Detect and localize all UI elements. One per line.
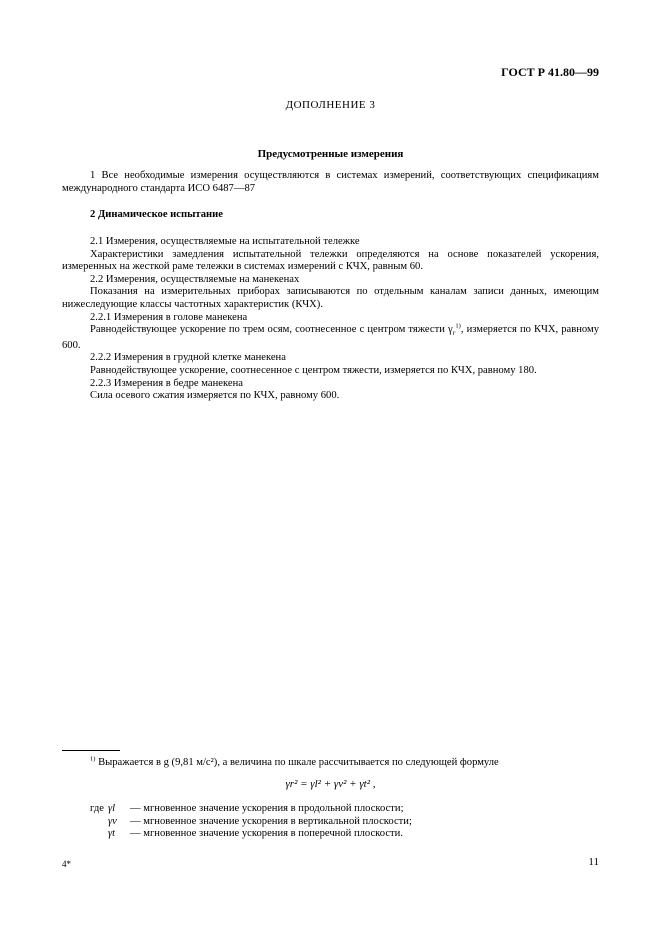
formula-text: γr² = γl² + γv² + γt² , <box>285 778 376 790</box>
clause-2-2-2: 2.2.2 Измерения в грудной клетке манекена <box>90 352 286 364</box>
definition-symbol: γt <box>108 828 116 840</box>
clause-2-1-text: Характеристики замедления испытательной тележки определяются на основе показателей ускорения, измеренных на жесткой раме тележки в системах измерений с КЧХ, равным 60. <box>62 248 599 273</box>
clause-2-2-2-text: Равнодействующее ускорение, соотнесенное с центром тяжести, измеряется по КЧХ, равному 180. <box>90 365 537 377</box>
footnote-divider <box>62 750 120 751</box>
clause-2-2-3-text: Сила осевого сжатия измеряется по КЧХ, равному 600. <box>90 390 340 402</box>
page-number: 11 <box>588 856 599 868</box>
empty-cell <box>90 816 108 829</box>
main-body <box>62 236 599 403</box>
definition-row <box>90 803 412 816</box>
definition-text: — мгновенное значение ускорения в поперечной плоскости. <box>130 828 404 840</box>
definition-row <box>90 828 412 841</box>
footnote-reference[interactable]: 1) <box>455 322 461 330</box>
definition-row <box>90 816 412 829</box>
clause-2-1: 2.1 Измерения, осуществляемые на испытательной тележке <box>90 236 360 247</box>
heading-dynamic-test <box>62 209 599 222</box>
section-title: Предусмотренные измерения <box>257 148 404 160</box>
definitions <box>90 803 412 841</box>
footnote-marker: 1) <box>90 755 96 763</box>
formula <box>0 778 661 791</box>
clause-2-2-1-text <box>62 324 599 352</box>
definition-symbol: γv <box>108 815 117 827</box>
clause-2-2-3: 2.2.3 Измерения в бедре манекена <box>90 377 243 389</box>
paragraph-text: 1 Все необходимые измерения осуществляются в системах измерений, соответствующих спецификациям международного стандарта ИСО 6487—87 <box>62 170 599 194</box>
where-label: где <box>90 803 104 814</box>
definition-text: — мгновенное значение ускорения в продольной плоскости; <box>130 803 404 814</box>
clause-2-2: 2.2 Измерения, осуществляемые на манекенах <box>90 273 300 285</box>
footnote-body: Выражается в g (9,81 м/с²), а величина по шкале рассчитывается по следующей формуле <box>98 757 499 768</box>
appendix-heading: ДОПОЛНЕНИЕ 3 <box>285 99 376 111</box>
definition-text: — мгновенное значение ускорения в вертикальной плоскости; <box>130 815 412 827</box>
clause-text-start: Равнодействующее ускорение по трем осям, соотнесенное с центром тяжести γ <box>90 324 453 336</box>
definition-symbol: γl <box>108 803 116 814</box>
subheading-text: 2 Динамическое испытание <box>90 209 223 220</box>
clause-2-2-1: 2.2.1 Измерения в голове манекена <box>90 311 248 323</box>
gamma-subscript: r <box>452 329 456 338</box>
clause-2-2-text: Показания на измерительных приборах записываются по отдельным каналам записи данных, имеющим нижеследующие классы частотных характеристик (КЧХ). <box>62 286 599 310</box>
footnote-text <box>62 757 599 770</box>
clause-text-end: , измеряется по КЧХ, равному 600. <box>62 324 600 351</box>
empty-cell <box>90 828 108 841</box>
paragraph-1 <box>62 170 599 195</box>
definitions-table <box>90 803 412 841</box>
document-header: ГОСТ Р 41.80—99 <box>501 65 599 79</box>
footnote <box>62 757 599 770</box>
sheet-mark: 4* <box>62 859 71 869</box>
